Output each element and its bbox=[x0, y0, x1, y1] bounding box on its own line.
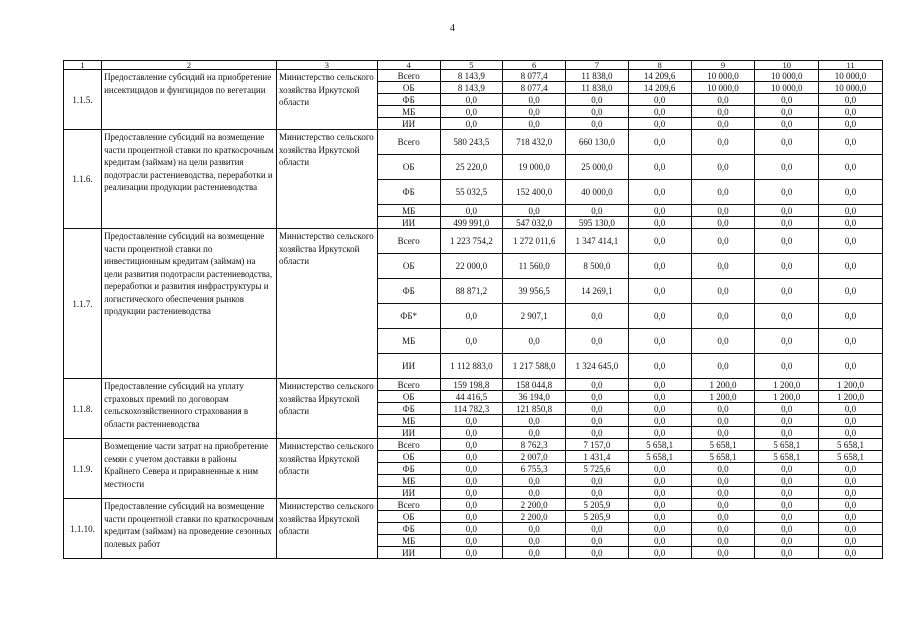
amount-cell: 0,0 bbox=[691, 463, 755, 475]
amount-cell: 0,0 bbox=[503, 106, 566, 118]
amount-cell: 0,0 bbox=[503, 205, 566, 217]
amount-cell: 0,0 bbox=[819, 130, 883, 155]
amount-cell: 25 000,0 bbox=[566, 155, 629, 180]
amount-cell: 595 130,0 bbox=[566, 217, 629, 229]
amount-cell: 0,0 bbox=[440, 487, 503, 499]
amount-cell: 0,0 bbox=[440, 427, 503, 439]
amount-cell: 0,0 bbox=[628, 354, 691, 379]
amount-cell: 0,0 bbox=[691, 475, 755, 487]
amount-cell: 0,0 bbox=[755, 415, 819, 427]
amount-cell: 0,0 bbox=[691, 279, 755, 304]
funding-source: ИИ bbox=[377, 217, 440, 229]
amount-cell: 88 871,2 bbox=[440, 279, 503, 304]
amount-cell: 580 243,5 bbox=[440, 130, 503, 155]
amount-cell: 152 400,0 bbox=[503, 180, 566, 205]
amount-cell: 0,0 bbox=[819, 217, 883, 229]
amount-cell: 10 000,0 bbox=[691, 70, 755, 82]
amount-cell: 2 007,0 bbox=[503, 451, 566, 463]
amount-cell: 5 658,1 bbox=[628, 451, 691, 463]
funding-source: ИИ bbox=[377, 487, 440, 499]
header-cell-9: 9 bbox=[691, 61, 755, 70]
amount-cell: 0,0 bbox=[503, 427, 566, 439]
amount-cell: 10 000,0 bbox=[691, 82, 755, 94]
amount-cell: 0,0 bbox=[755, 499, 819, 511]
amount-cell: 0,0 bbox=[819, 415, 883, 427]
amount-cell: 0,0 bbox=[755, 487, 819, 499]
amount-cell: 0,0 bbox=[566, 205, 629, 217]
amount-cell: 0,0 bbox=[819, 427, 883, 439]
amount-cell: 5 658,1 bbox=[691, 439, 755, 451]
budget-table bbox=[63, 60, 883, 559]
responsible-org: Министерство сельского хозяйства Иркутской области bbox=[276, 499, 377, 559]
amount-cell: 0,0 bbox=[440, 499, 503, 511]
amount-cell: 0,0 bbox=[628, 499, 691, 511]
amount-cell: 1 200,0 bbox=[755, 379, 819, 391]
funding-source: ОБ bbox=[377, 451, 440, 463]
amount-cell: 0,0 bbox=[691, 535, 755, 547]
amount-cell: 0,0 bbox=[755, 523, 819, 535]
amount-cell: 10 000,0 bbox=[819, 82, 883, 94]
amount-cell: 0,0 bbox=[503, 94, 566, 106]
amount-cell: 0,0 bbox=[628, 523, 691, 535]
amount-cell: 0,0 bbox=[440, 523, 503, 535]
amount-cell: 0,0 bbox=[440, 329, 503, 354]
amount-cell: 1 217 588,0 bbox=[503, 354, 566, 379]
amount-cell: 0,0 bbox=[755, 94, 819, 106]
amount-cell: 5 658,1 bbox=[691, 451, 755, 463]
amount-cell: 8 143,9 bbox=[440, 82, 503, 94]
amount-cell: 0,0 bbox=[755, 155, 819, 180]
amount-cell: 0,0 bbox=[691, 155, 755, 180]
amount-cell: 5 205,9 bbox=[566, 511, 629, 523]
amount-cell: 0,0 bbox=[566, 475, 629, 487]
table-row bbox=[64, 379, 883, 391]
amount-cell: 0,0 bbox=[566, 106, 629, 118]
amount-cell: 0,0 bbox=[819, 94, 883, 106]
amount-cell: 0,0 bbox=[691, 217, 755, 229]
item-name: Предоставление субсидий на возмещение части процентной ставки по краткосрочным кредитам (займам) на цели развития подотрасли растениеводства, переработки и реализации продукции растениеводства bbox=[102, 130, 277, 229]
amount-cell: 0,0 bbox=[819, 511, 883, 523]
funding-source: МБ bbox=[377, 475, 440, 487]
amount-cell: 7 157,0 bbox=[566, 439, 629, 451]
amount-cell: 5 658,1 bbox=[819, 439, 883, 451]
amount-cell: 0,0 bbox=[628, 106, 691, 118]
funding-source: ФБ* bbox=[377, 304, 440, 329]
amount-cell: 10 000,0 bbox=[755, 82, 819, 94]
header-cell-8: 8 bbox=[628, 61, 691, 70]
responsible-org: Министерство сельского хозяйства Иркутской области bbox=[276, 379, 377, 439]
funding-source: ИИ bbox=[377, 354, 440, 379]
amount-cell: 1 112 883,0 bbox=[440, 354, 503, 379]
amount-cell: 11 560,0 bbox=[503, 254, 566, 279]
table-row bbox=[64, 499, 883, 511]
amount-cell: 0,0 bbox=[566, 94, 629, 106]
funding-source: ОБ bbox=[377, 155, 440, 180]
amount-cell: 0,0 bbox=[440, 304, 503, 329]
amount-cell: 0,0 bbox=[755, 329, 819, 354]
amount-cell: 0,0 bbox=[819, 487, 883, 499]
amount-cell: 6 755,3 bbox=[503, 463, 566, 475]
amount-cell: 0,0 bbox=[566, 391, 629, 403]
amount-cell: 121 850,8 bbox=[503, 403, 566, 415]
amount-cell: 0,0 bbox=[819, 475, 883, 487]
amount-cell: 0,0 bbox=[440, 118, 503, 130]
amount-cell: 0,0 bbox=[755, 106, 819, 118]
amount-cell: 0,0 bbox=[691, 511, 755, 523]
amount-cell: 0,0 bbox=[628, 403, 691, 415]
amount-cell: 0,0 bbox=[755, 118, 819, 130]
amount-cell: 0,0 bbox=[755, 279, 819, 304]
item-code: 1.1.6. bbox=[64, 130, 102, 229]
amount-cell: 660 130,0 bbox=[566, 130, 629, 155]
amount-cell: 0,0 bbox=[691, 427, 755, 439]
header-cell-7: 7 bbox=[566, 61, 629, 70]
header-row bbox=[64, 61, 883, 70]
amount-cell: 14 209,6 bbox=[628, 70, 691, 82]
amount-cell: 0,0 bbox=[691, 180, 755, 205]
amount-cell: 1 347 414,1 bbox=[566, 229, 629, 254]
item-name: Предоставление субсидий на возмещение части процентной ставки по краткосрочным кредитам (займам) на проведение сезонных полевых работ bbox=[102, 499, 277, 559]
item-name: Предоставление субсидий на возмещение части процентной ставки по инвестиционным кредитам (займам) на цели развития подотрасли растениеводства, переработки и развития инфраструктуры и логистического обеспечения рынков продукции растениеводства bbox=[102, 229, 277, 379]
amount-cell: 10 000,0 bbox=[755, 70, 819, 82]
amount-cell: 0,0 bbox=[440, 415, 503, 427]
amount-cell: 0,0 bbox=[691, 523, 755, 535]
amount-cell: 547 032,0 bbox=[503, 217, 566, 229]
amount-cell: 0,0 bbox=[628, 279, 691, 304]
amount-cell: 8 500,0 bbox=[566, 254, 629, 279]
header-cell-4: 4 bbox=[377, 61, 440, 70]
amount-cell: 0,0 bbox=[503, 487, 566, 499]
amount-cell: 0,0 bbox=[819, 463, 883, 475]
amount-cell: 0,0 bbox=[628, 217, 691, 229]
amount-cell: 0,0 bbox=[566, 379, 629, 391]
amount-cell: 0,0 bbox=[566, 547, 629, 559]
amount-cell: 0,0 bbox=[755, 403, 819, 415]
amount-cell: 0,0 bbox=[628, 463, 691, 475]
amount-cell: 0,0 bbox=[440, 451, 503, 463]
amount-cell: 5 658,1 bbox=[819, 451, 883, 463]
amount-cell: 0,0 bbox=[819, 499, 883, 511]
amount-cell: 0,0 bbox=[691, 254, 755, 279]
item-code: 1.1.10. bbox=[64, 499, 102, 559]
amount-cell: 0,0 bbox=[691, 499, 755, 511]
amount-cell: 0,0 bbox=[628, 535, 691, 547]
amount-cell: 0,0 bbox=[628, 205, 691, 217]
amount-cell: 1 223 754,2 bbox=[440, 229, 503, 254]
amount-cell: 44 416,5 bbox=[440, 391, 503, 403]
funding-source: ФБ bbox=[377, 94, 440, 106]
amount-cell: 0,0 bbox=[691, 487, 755, 499]
funding-source: ОБ bbox=[377, 82, 440, 94]
item-code: 1.1.8. bbox=[64, 379, 102, 439]
amount-cell: 0,0 bbox=[440, 205, 503, 217]
amount-cell: 0,0 bbox=[566, 415, 629, 427]
funding-source: ФБ bbox=[377, 279, 440, 304]
amount-cell: 0,0 bbox=[628, 304, 691, 329]
amount-cell: 0,0 bbox=[628, 547, 691, 559]
amount-cell: 0,0 bbox=[440, 475, 503, 487]
funding-source: ОБ bbox=[377, 391, 440, 403]
amount-cell: 0,0 bbox=[628, 427, 691, 439]
amount-cell: 5 725,6 bbox=[566, 463, 629, 475]
item-code: 1.1.7. bbox=[64, 229, 102, 379]
funding-source: Всего bbox=[377, 499, 440, 511]
table-row bbox=[64, 229, 883, 254]
amount-cell: 0,0 bbox=[691, 229, 755, 254]
amount-cell: 0,0 bbox=[691, 118, 755, 130]
amount-cell: 0,0 bbox=[691, 94, 755, 106]
item-name: Предоставление субсидий на уплату страховых премий по договорам сельскохозяйственного страхования в области растениеводства bbox=[102, 379, 277, 439]
amount-cell: 0,0 bbox=[819, 329, 883, 354]
amount-cell: 0,0 bbox=[755, 511, 819, 523]
amount-cell: 1 200,0 bbox=[755, 391, 819, 403]
amount-cell: 0,0 bbox=[819, 354, 883, 379]
amount-cell: 0,0 bbox=[440, 94, 503, 106]
funding-source: Всего bbox=[377, 70, 440, 82]
funding-source: ОБ bbox=[377, 511, 440, 523]
amount-cell: 0,0 bbox=[755, 254, 819, 279]
amount-cell: 0,0 bbox=[566, 403, 629, 415]
header-cell-11: 11 bbox=[819, 61, 883, 70]
amount-cell: 0,0 bbox=[566, 329, 629, 354]
funding-source: Всего bbox=[377, 229, 440, 254]
amount-cell: 0,0 bbox=[691, 106, 755, 118]
amount-cell: 8 077,4 bbox=[503, 82, 566, 94]
amount-cell: 2 200,0 bbox=[503, 511, 566, 523]
funding-source: Всего bbox=[377, 130, 440, 155]
amount-cell: 0,0 bbox=[819, 403, 883, 415]
amount-cell: 0,0 bbox=[819, 523, 883, 535]
item-name: Предоставление субсидий на приобретение инсектицидов и фунгицидов по вегетации bbox=[102, 70, 277, 130]
amount-cell: 14 209,6 bbox=[628, 82, 691, 94]
amount-cell: 0,0 bbox=[755, 463, 819, 475]
amount-cell: 0,0 bbox=[628, 180, 691, 205]
amount-cell: 0,0 bbox=[819, 535, 883, 547]
amount-cell: 0,0 bbox=[503, 329, 566, 354]
amount-cell: 1 200,0 bbox=[819, 379, 883, 391]
amount-cell: 0,0 bbox=[819, 254, 883, 279]
amount-cell: 0,0 bbox=[503, 535, 566, 547]
table-row bbox=[64, 439, 883, 451]
amount-cell: 0,0 bbox=[628, 118, 691, 130]
amount-cell: 1 200,0 bbox=[691, 379, 755, 391]
funding-source: ИИ bbox=[377, 427, 440, 439]
amount-cell: 0,0 bbox=[566, 304, 629, 329]
funding-source: ФБ bbox=[377, 180, 440, 205]
amount-cell: 8 143,9 bbox=[440, 70, 503, 82]
amount-cell: 0,0 bbox=[440, 547, 503, 559]
amount-cell: 0,0 bbox=[628, 254, 691, 279]
amount-cell: 0,0 bbox=[440, 511, 503, 523]
amount-cell: 0,0 bbox=[440, 535, 503, 547]
amount-cell: 0,0 bbox=[819, 304, 883, 329]
amount-cell: 10 000,0 bbox=[819, 70, 883, 82]
amount-cell: 19 000,0 bbox=[503, 155, 566, 180]
amount-cell: 0,0 bbox=[755, 535, 819, 547]
amount-cell: 0,0 bbox=[503, 475, 566, 487]
amount-cell: 8 762,3 bbox=[503, 439, 566, 451]
amount-cell: 499 991,0 bbox=[440, 217, 503, 229]
amount-cell: 1 431,4 bbox=[566, 451, 629, 463]
header-cell-6: 6 bbox=[503, 61, 566, 70]
amount-cell: 0,0 bbox=[755, 475, 819, 487]
amount-cell: 0,0 bbox=[691, 354, 755, 379]
amount-cell: 0,0 bbox=[819, 106, 883, 118]
amount-cell: 0,0 bbox=[440, 463, 503, 475]
amount-cell: 0,0 bbox=[691, 403, 755, 415]
amount-cell: 0,0 bbox=[755, 427, 819, 439]
amount-cell: 0,0 bbox=[819, 547, 883, 559]
amount-cell: 2 200,0 bbox=[503, 499, 566, 511]
amount-cell: 0,0 bbox=[628, 391, 691, 403]
amount-cell: 8 077,4 bbox=[503, 70, 566, 82]
amount-cell: 40 000,0 bbox=[566, 180, 629, 205]
funding-source: МБ bbox=[377, 415, 440, 427]
funding-source: МБ bbox=[377, 535, 440, 547]
amount-cell: 114 782,3 bbox=[440, 403, 503, 415]
amount-cell: 0,0 bbox=[691, 130, 755, 155]
amount-cell: 0,0 bbox=[755, 217, 819, 229]
amount-cell: 0,0 bbox=[819, 118, 883, 130]
amount-cell: 0,0 bbox=[755, 547, 819, 559]
amount-cell: 1 200,0 bbox=[819, 391, 883, 403]
responsible-org: Министерство сельского хозяйства Иркутской области bbox=[276, 229, 377, 379]
amount-cell: 0,0 bbox=[819, 229, 883, 254]
responsible-org: Министерство сельского хозяйства Иркутской области bbox=[276, 130, 377, 229]
amount-cell: 0,0 bbox=[819, 180, 883, 205]
amount-cell: 0,0 bbox=[628, 475, 691, 487]
amount-cell: 158 044,8 bbox=[503, 379, 566, 391]
amount-cell: 0,0 bbox=[755, 229, 819, 254]
amount-cell: 25 220,0 bbox=[440, 155, 503, 180]
header-cell-1: 1 bbox=[64, 61, 102, 70]
amount-cell: 14 269,1 bbox=[566, 279, 629, 304]
table-row bbox=[64, 130, 883, 155]
amount-cell: 0,0 bbox=[628, 155, 691, 180]
amount-cell: 0,0 bbox=[628, 130, 691, 155]
amount-cell: 11 838,0 bbox=[566, 70, 629, 82]
amount-cell: 0,0 bbox=[628, 511, 691, 523]
amount-cell: 5 205,9 bbox=[566, 499, 629, 511]
item-code: 1.1.9. bbox=[64, 439, 102, 499]
amount-cell: 159 198,8 bbox=[440, 379, 503, 391]
page-number: 4 bbox=[450, 23, 455, 34]
amount-cell: 55 032,5 bbox=[440, 180, 503, 205]
header-cell-10: 10 bbox=[755, 61, 819, 70]
amount-cell: 1 324 645,0 bbox=[566, 354, 629, 379]
funding-source: Всего bbox=[377, 379, 440, 391]
header-cell-2: 2 bbox=[102, 61, 277, 70]
funding-source: ФБ bbox=[377, 403, 440, 415]
amount-cell: 0,0 bbox=[628, 94, 691, 106]
amount-cell: 0,0 bbox=[755, 354, 819, 379]
funding-source: Всего bbox=[377, 439, 440, 451]
amount-cell: 0,0 bbox=[566, 118, 629, 130]
amount-cell: 0,0 bbox=[440, 106, 503, 118]
amount-cell: 1 200,0 bbox=[691, 391, 755, 403]
amount-cell: 0,0 bbox=[691, 547, 755, 559]
amount-cell: 0,0 bbox=[691, 304, 755, 329]
amount-cell: 0,0 bbox=[691, 415, 755, 427]
responsible-org: Министерство сельского хозяйства Иркутской области bbox=[276, 439, 377, 499]
amount-cell: 0,0 bbox=[566, 523, 629, 535]
amount-cell: 0,0 bbox=[819, 155, 883, 180]
amount-cell: 0,0 bbox=[440, 439, 503, 451]
amount-cell: 0,0 bbox=[628, 229, 691, 254]
funding-source: МБ bbox=[377, 106, 440, 118]
funding-source: МБ bbox=[377, 205, 440, 217]
amount-cell: 0,0 bbox=[503, 118, 566, 130]
responsible-org: Министерство сельского хозяйства Иркутской области bbox=[276, 70, 377, 130]
funding-source: ИИ bbox=[377, 547, 440, 559]
amount-cell: 0,0 bbox=[755, 205, 819, 217]
funding-source: ИИ bbox=[377, 118, 440, 130]
funding-source: ФБ bbox=[377, 523, 440, 535]
amount-cell: 718 432,0 bbox=[503, 130, 566, 155]
funding-source: ФБ bbox=[377, 463, 440, 475]
amount-cell: 0,0 bbox=[819, 279, 883, 304]
item-name: Возмещение части затрат на приобретение семян с учетом доставки в районы Крайнего Севера и приравненные к ним местности bbox=[102, 439, 277, 499]
amount-cell: 2 907,1 bbox=[503, 304, 566, 329]
item-code: 1.1.5. bbox=[64, 70, 102, 130]
amount-cell: 5 658,1 bbox=[755, 439, 819, 451]
funding-source: ОБ bbox=[377, 254, 440, 279]
amount-cell: 5 658,1 bbox=[755, 451, 819, 463]
amount-cell: 0,0 bbox=[503, 547, 566, 559]
amount-cell: 5 658,1 bbox=[628, 439, 691, 451]
amount-cell: 0,0 bbox=[691, 329, 755, 354]
amount-cell: 36 194,0 bbox=[503, 391, 566, 403]
funding-source: МБ bbox=[377, 329, 440, 354]
amount-cell: 0,0 bbox=[628, 415, 691, 427]
amount-cell: 11 838,0 bbox=[566, 82, 629, 94]
amount-cell: 0,0 bbox=[566, 487, 629, 499]
header-cell-3: 3 bbox=[276, 61, 377, 70]
amount-cell: 0,0 bbox=[628, 379, 691, 391]
amount-cell: 0,0 bbox=[755, 130, 819, 155]
amount-cell: 0,0 bbox=[566, 427, 629, 439]
table-row bbox=[64, 70, 883, 82]
amount-cell: 39 956,5 bbox=[503, 279, 566, 304]
amount-cell: 0,0 bbox=[566, 535, 629, 547]
amount-cell: 0,0 bbox=[503, 415, 566, 427]
amount-cell: 0,0 bbox=[628, 329, 691, 354]
amount-cell: 0,0 bbox=[819, 205, 883, 217]
amount-cell: 22 000,0 bbox=[440, 254, 503, 279]
amount-cell: 1 272 011,6 bbox=[503, 229, 566, 254]
header-cell-5: 5 bbox=[440, 61, 503, 70]
amount-cell: 0,0 bbox=[628, 487, 691, 499]
amount-cell: 0,0 bbox=[755, 304, 819, 329]
amount-cell: 0,0 bbox=[755, 180, 819, 205]
amount-cell: 0,0 bbox=[691, 205, 755, 217]
amount-cell: 0,0 bbox=[503, 523, 566, 535]
